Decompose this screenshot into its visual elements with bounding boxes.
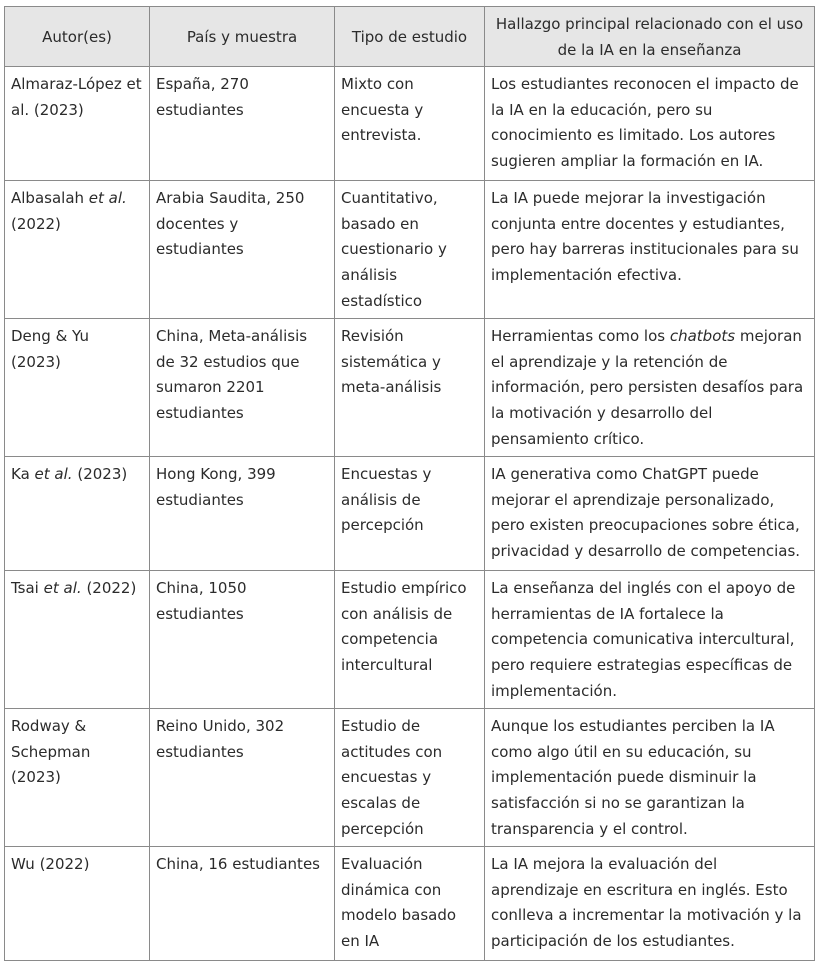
table-body [5,67,815,961]
cell-country-sample: España, 270 estudiantes [150,67,335,181]
header-row [5,7,815,67]
cell-study-type: Cuantitativo, basado en cuestionario y análisis estadístico [335,181,485,319]
cell-author: Almaraz-López et al. (2023) [5,67,150,181]
table-row [5,571,815,709]
cell-author [5,571,150,709]
author-etal: et al. [88,189,127,208]
author-etal: et al. [34,465,73,484]
finding-text-pre: Herramientas como los [491,327,670,346]
cell-finding: Los estudiantes reconocen el impacto de la IA en la educación, pero su conocimiento es limitado. Los autores sugieren ampliar la formación en IA. [485,67,815,181]
cell-author [5,181,150,319]
cell-finding: Aunque los estudiantes perciben la IA como algo útil en su educación, su implementación puede disminuir la satisfacción si no se garantizan la transparencia y el control. [485,709,815,847]
table-row [5,457,815,571]
cell-study-type: Evaluación dinámica con modelo basado en IA [335,847,485,961]
author-year: (2023) [77,465,128,484]
cell-finding: La IA mejora la evaluación del aprendizaje en escritura en inglés. Esto conlleva a incrementar la motivación y la participación de los estudiantes. [485,847,815,961]
header-study-type: Tipo de estudio [335,7,485,67]
cell-study-type: Revisión sistemática y meta-análisis [335,319,485,457]
header-authors: Autor(es) [5,7,150,67]
cell-finding: La enseñanza del inglés con el apoyo de herramientas de IA fortalece la competencia comunicativa intercultural, pero requiere estrategias específicas de implementación. [485,571,815,709]
cell-country-sample: Arabia Saudita, 250 docentes y estudiantes [150,181,335,319]
table-row [5,181,815,319]
cell-study-type: Encuestas y análisis de percepción [335,457,485,571]
cell-author [5,457,150,571]
cell-finding [485,319,815,457]
cell-country-sample: China, Meta-análisis de 32 estudios que sumaron 2201 estudiantes [150,319,335,457]
author-etal: et al. [43,579,82,598]
cell-study-type: Mixto con encuesta y entrevista. [335,67,485,181]
table-row [5,709,815,847]
finding-text-post: mejoran el aprendizaje y la retención de información, pero persisten desafíos para la motivación y desarrollo del pensamiento crítico. [491,327,804,448]
header-country-sample: País y muestra [150,7,335,67]
cell-author: Wu (2022) [5,847,150,961]
table-row [5,67,815,181]
author-name: Tsai [11,579,39,598]
cell-finding: La IA puede mejorar la investigación conjunta entre docentes y estudiantes, pero hay barreras institucionales para su implementación efectiva. [485,181,815,319]
cell-finding: IA generativa como ChatGPT puede mejorar el aprendizaje personalizado, pero existen preocupaciones sobre ética, privacidad y desarrollo de competencias. [485,457,815,571]
table-header [5,7,815,67]
table-row [5,847,815,961]
cell-author: Deng & Yu (2023) [5,319,150,457]
cell-country-sample: Hong Kong, 399 estudiantes [150,457,335,571]
finding-text-emphasis: chatbots [669,327,736,346]
studies-table [4,6,815,961]
cell-country-sample: China, 16 estudiantes [150,847,335,961]
cell-country-sample: China, 1050 estudiantes [150,571,335,709]
cell-study-type: Estudio de actitudes con encuestas y escalas de percepción [335,709,485,847]
author-year: (2022) [11,214,61,233]
cell-country-sample: Reino Unido, 302 estudiantes [150,709,335,847]
author-name: Ka [11,465,30,484]
header-main-finding: Hallazgo principal relacionado con el uso de la IA en la enseñanza [485,7,815,67]
table-row [5,319,815,457]
author-name: Albasalah [11,189,85,208]
cell-study-type: Estudio empírico con análisis de competencia intercultural [335,571,485,709]
author-year: (2022) [86,579,137,598]
cell-author: Rodway & Schepman (2023) [5,709,150,847]
